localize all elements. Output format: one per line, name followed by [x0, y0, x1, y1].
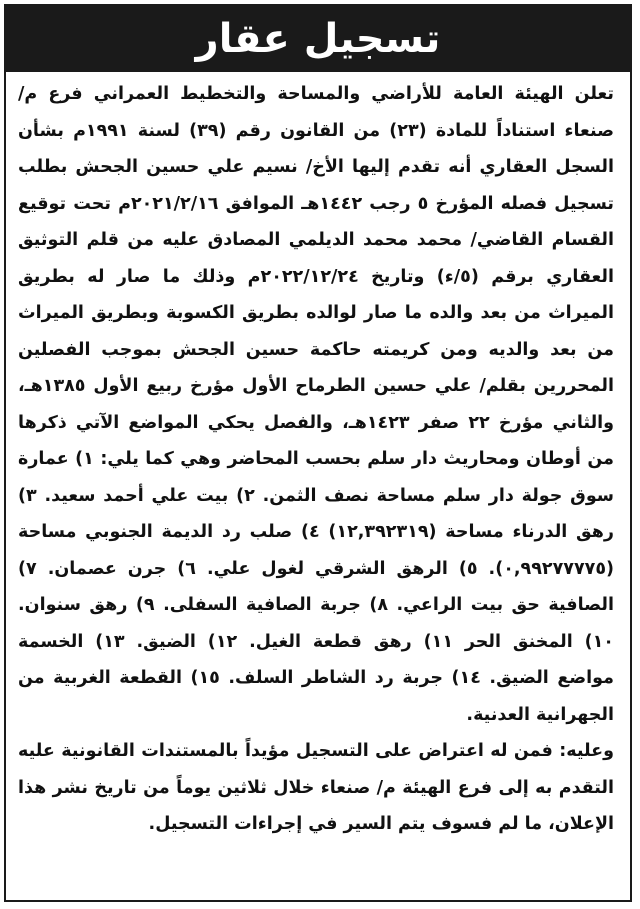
property-registration-notice: [4, 4, 632, 902]
notice-paragraph-objection: وعليه: فمن له اعتراض على التسجيل مؤيداً بالمستندات القانونية عليه التقدم به إلى فرع الهيئة م/ صنعاء خلال ثلاثين يوماً من تاريخ نشر هذا الإعلان، ما لم فسوف يتم السير في إجراءات التسجيل.: [18, 741, 614, 834]
notice-body: [6, 72, 630, 843]
notice-title-bar: [6, 6, 630, 72]
notice-paragraph-main: تعلن الهيئة العامة للأراضي والمساحة والتخطيط العمراني فرع م/ صنعاء استناداً للمادة (٢٣) من القانون رقم (٣٩) لسنة ١٩٩١م بشأن السجل العقاري أنه تقدم إليها الأخ/ نسيم علي حسين الجحش بطلب تسجيل فصله المؤرخ ٥ رجب ١٤٤٢هـ الموافق ٢٠٢١/٢/١٦م تحت توقيع القسام القاضي/ محمد محمد الديلمي المصادق عليه من قلم التوثيق العقاري برقم (٥/ء) وتاريخ ٢٠٢٢/١٢/٢٤م وذلك ما صار له بطريق الميراث من بعد والده ما صار لوالده بطريق الكسوبة وبطريق الميراث من بعد والديه ومن كريمته حاكمة حسين الجحش بموجب الفصلين المحررين بقلم/ علي حسين الطرماح الأول مؤرخ ربيع الأول ١٣٨٥هـ، والثاني مؤرخ ٢٢ صفر ١٤٢٣هـ، والفصل يحكي المواضع الآتي ذكرها من أوطان ومحاريث دار سلم بحسب المحاضر وهي كما يلي: ١) عمارة سوق جولة دار سلم مساحة نصف الثمن. ٢) بيت علي أحمد سعيد. ٣) رهق الدرناء مساحة (١٢,٣٩٢٣١٩) ٤) صلب رد الديمة الجنوبي مساحة (٠,٩٩٢٧٧٧٧٥). ٥) الرهق الشرقي لغول علي. ٦) جرن عصمان. ٧) الصافية حق بيت الراعي. ٨) جربة الصافية السفلى. ٩) رهق سنوان. ١٠) المخنق الحر ١١) رهق قطعة الغيل. ١٢) الضيق. ١٣) الخسمة مواضع الضيق. ١٤) جربة رد الشاطر السلف. ١٥) القطعة الغربية من الجهرانية العدنية.: [18, 84, 615, 725]
notice-title: تسجيل عقار: [195, 16, 441, 62]
